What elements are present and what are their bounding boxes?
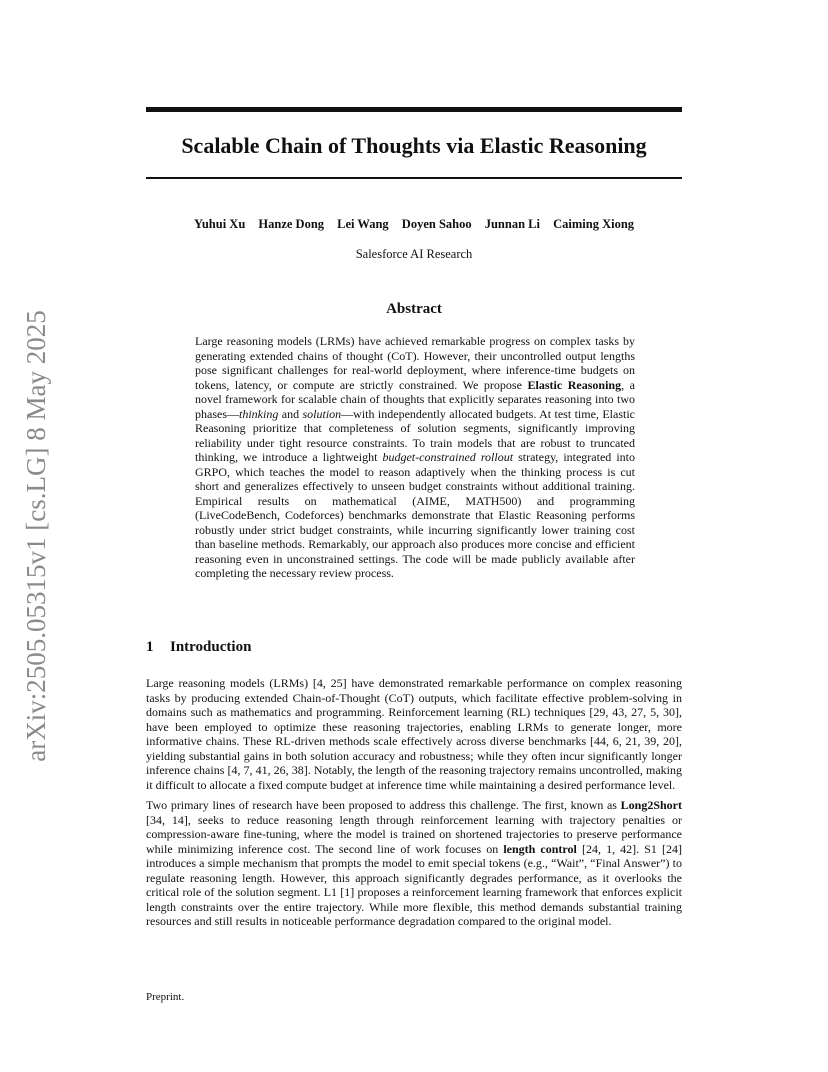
section-heading-introduction bbox=[146, 637, 251, 657]
paper-title: Scalable Chain of Thoughts via Elastic Reasoning bbox=[181, 133, 647, 158]
author: Yuhui Xu bbox=[193, 217, 246, 231]
abstract-text: strategy, integrated into GRPO, which teaches the model to reason adaptively when the thinking process is cut short and generalizes effectively to unseen budget constraints without additional training. Empirical results on mathematical (AIME, MATH500) and programming (LiveCodeBench, Codeforces) benchmarks demonstrate that Elastic Reasoning performs robustly under strict budget constraints, while incurring significantly lower training cost than baseline methods. Remarkably, our approach also produces more concise and efficient reasoning even in unconstrained settings. The code will be made publicly available after completing the necessary review process. bbox=[195, 450, 635, 580]
paragraph: Large reasoning models (LRMs) [4, 25] have demonstrated remarkable performance on complex reasoning tasks by producing extended Chain-of-Thought (CoT) outputs, which facilitate effective problem-solving in domains such as mathematics and programming. Reinforcement learning (RL) techniques [29, 43, 27, 5, 30], have been employed to optimize these reasoning trajectories, enabling LRMs to generate longer, more informative chains. These RL-driven methods scale effectively across diverse benchmarks [44, 6, 21, 39, 20], yielding substantial gains in both solution accuracy and robustness; while they often incur significantly longer inference chains [4, 7, 41, 26, 38]. Notably, the length of the reasoning trajectory remains uncontrolled, making it difficult to allocate a fixed compute budget at inference time while maintaining a desired performance level. bbox=[146, 676, 682, 792]
abstract-heading: Abstract bbox=[386, 301, 442, 317]
introduction-body bbox=[146, 676, 682, 935]
title-rule-bottom bbox=[146, 177, 682, 179]
affiliation: Salesforce AI Research bbox=[355, 247, 473, 261]
section-number: 1 bbox=[146, 639, 154, 655]
abstract-text: Large reasoning models (LRMs) have achieved remarkable progress on complex tasks by generating extended chains of thought (CoT). However, their uncontrolled output lengths pose significant challenges for real-world deployment, where inference-time budgets on tokens, latency, or compute are strictly constrained. We propose bbox=[195, 334, 635, 392]
abstract-italic-term: thinking bbox=[239, 406, 279, 421]
bold-term: Long2Short bbox=[620, 798, 682, 812]
abstract-italic-term: solution bbox=[302, 406, 342, 421]
author: Junnan Li bbox=[484, 217, 540, 231]
abstract-italic-term: budget-constrained rollout bbox=[382, 450, 514, 464]
abstract-body bbox=[195, 334, 635, 581]
author-list bbox=[146, 216, 682, 232]
author: Doyen Sahoo bbox=[401, 217, 472, 231]
author: Caiming Xiong bbox=[553, 217, 635, 231]
abstract-text: , a novel framework for scalable chain of thoughts that explicitly separates reasoning into two phases— bbox=[195, 377, 635, 421]
footer-note: Preprint. bbox=[146, 991, 185, 1003]
section-title: Introduction bbox=[170, 639, 252, 655]
abstract-bold-term: Elastic Reasoning bbox=[527, 377, 622, 392]
paragraph-text: [34, 14], seeks to reduce reasoning length through reinforcement learning with trajectory penalties or compression-aware fine-tuning, where the model is trained on shortened trajectories to preserve performance while minimizing inference cost. The second line of work focuses on bbox=[146, 812, 682, 856]
abstract-text: and bbox=[278, 406, 303, 421]
paragraph-text: Two primary lines of research have been proposed to address this challenge. The first, known as bbox=[146, 798, 621, 812]
bold-term: length control bbox=[503, 841, 577, 856]
abstract-text: —with independently allocated budgets. At test time, Elastic Reasoning prioritize that completeness of solution segments, significantly improving reliability under tight resource constraints. To train models that are robust to truncated thinking, we introduce a lightweight bbox=[195, 406, 635, 464]
author: Hanze Dong bbox=[258, 217, 325, 231]
arxiv-identifier: arXiv:2505.05315v1 [cs.LG] 8 May 2025 bbox=[21, 310, 51, 762]
author: Lei Wang bbox=[337, 217, 389, 231]
paragraph bbox=[146, 798, 682, 929]
title-rule-top bbox=[146, 107, 682, 112]
paragraph-text: [24, 1, 42]. S1 [24] introduces a simple mechanism that prompts the model to emit special tokens (e.g., “Wait”, “Final Answer”) to regulate reasoning length. However, this approach significantly degrades performance, as it overlooks the critical role of the solution segment. L1 [1] proposes a reinforcement learning framework that enforces explicit length constraints over the entire trajectory. While more flexible, this method demands substantial training resources and still results in noticeable performance degradation compared to the original model. bbox=[146, 841, 682, 928]
